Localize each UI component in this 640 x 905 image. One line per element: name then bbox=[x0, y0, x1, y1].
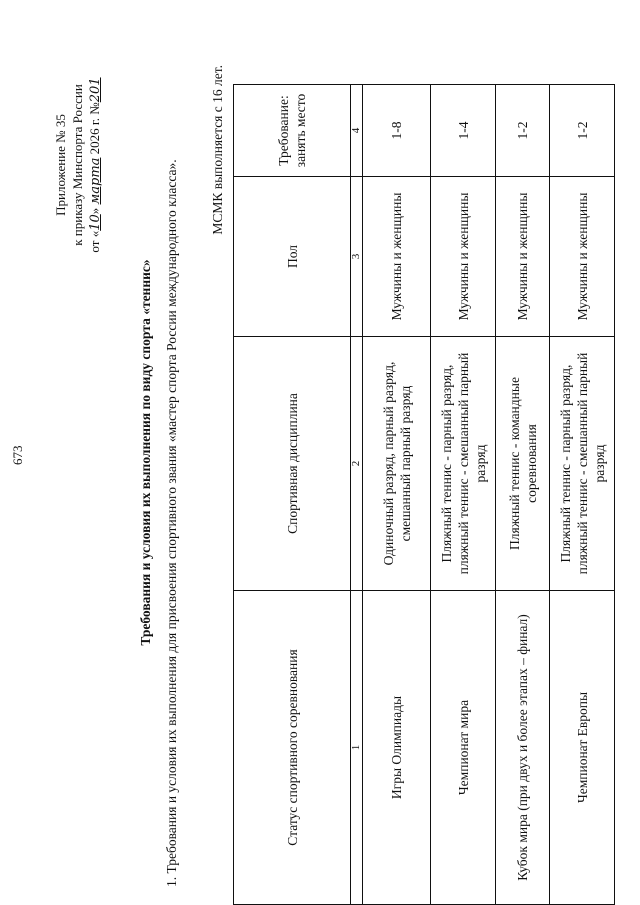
cell-place: 1-8 bbox=[363, 85, 431, 177]
table-row bbox=[496, 85, 550, 905]
cell-place: 1-2 bbox=[550, 85, 615, 177]
header-status: Статус спортивного соревнования bbox=[234, 591, 351, 905]
page-number: 673 bbox=[10, 445, 25, 465]
cell-gender: Мужчины и женщины bbox=[550, 177, 615, 337]
date-month: марта bbox=[88, 157, 103, 205]
cell-status: Чемпионат мира bbox=[431, 591, 496, 905]
date-year: 2026 г. № bbox=[87, 102, 102, 155]
header-place: Требование: занять место bbox=[234, 85, 351, 177]
cell-discipline: Пляжный теннис - парный разряд, пляжный теннис - смешанный парный разряд bbox=[550, 337, 615, 591]
cell-place: 1-4 bbox=[431, 85, 496, 177]
document-title: Требования и условия их выполнения по виду спорта «теннис» bbox=[138, 259, 153, 646]
date-day: 10 bbox=[88, 214, 103, 231]
column-number: 3 bbox=[351, 177, 363, 337]
cell-status: Чемпионат Европы bbox=[550, 591, 615, 905]
cell-discipline: Одиночный разряд, парный разряд, смешанный парный разряд bbox=[363, 337, 431, 591]
cell-status: Кубок мира (при двух и более этапах – финал) bbox=[496, 591, 550, 905]
cell-status: Игры Олимпиады bbox=[363, 591, 431, 905]
cell-place: 1-2 bbox=[496, 85, 550, 177]
order-line: к приказу Минспорта России bbox=[70, 84, 85, 246]
date-mid: » bbox=[87, 207, 102, 215]
date-prefix: от « bbox=[87, 230, 102, 253]
cell-gender: Мужчины и женщины bbox=[496, 177, 550, 337]
column-number-row bbox=[351, 85, 363, 905]
header-discipline: Спортивная дисциплина bbox=[234, 337, 351, 591]
intro-paragraph: 1. Требования и условия их выполнения для присвоения спортивного звания «мастер спорта России международного класса». bbox=[164, 159, 179, 887]
column-number: 4 bbox=[351, 85, 363, 177]
table-row bbox=[431, 85, 496, 905]
requirements-table bbox=[233, 84, 615, 905]
cell-discipline: Пляжный теннис - командные соревнования bbox=[496, 337, 550, 591]
table-row bbox=[550, 85, 615, 905]
table-row bbox=[363, 85, 431, 905]
column-number: 2 bbox=[351, 337, 363, 591]
cell-gender: Мужчины и женщины bbox=[431, 177, 496, 337]
table-header-row bbox=[234, 85, 351, 905]
order-number: 201 bbox=[88, 77, 103, 103]
cell-discipline: Пляжный теннис - парный разряд, пляжный теннис - смешанный парный разряд bbox=[431, 337, 496, 591]
cell-gender: Мужчины и женщины bbox=[363, 177, 431, 337]
appendix-header bbox=[52, 45, 104, 285]
age-note: МСМК выполняется с 16 лет. bbox=[210, 65, 225, 235]
header-gender: Пол bbox=[234, 177, 351, 337]
column-number: 1 bbox=[351, 591, 363, 905]
date-line bbox=[86, 45, 104, 285]
appendix-line: Приложение № 35 bbox=[53, 114, 68, 216]
